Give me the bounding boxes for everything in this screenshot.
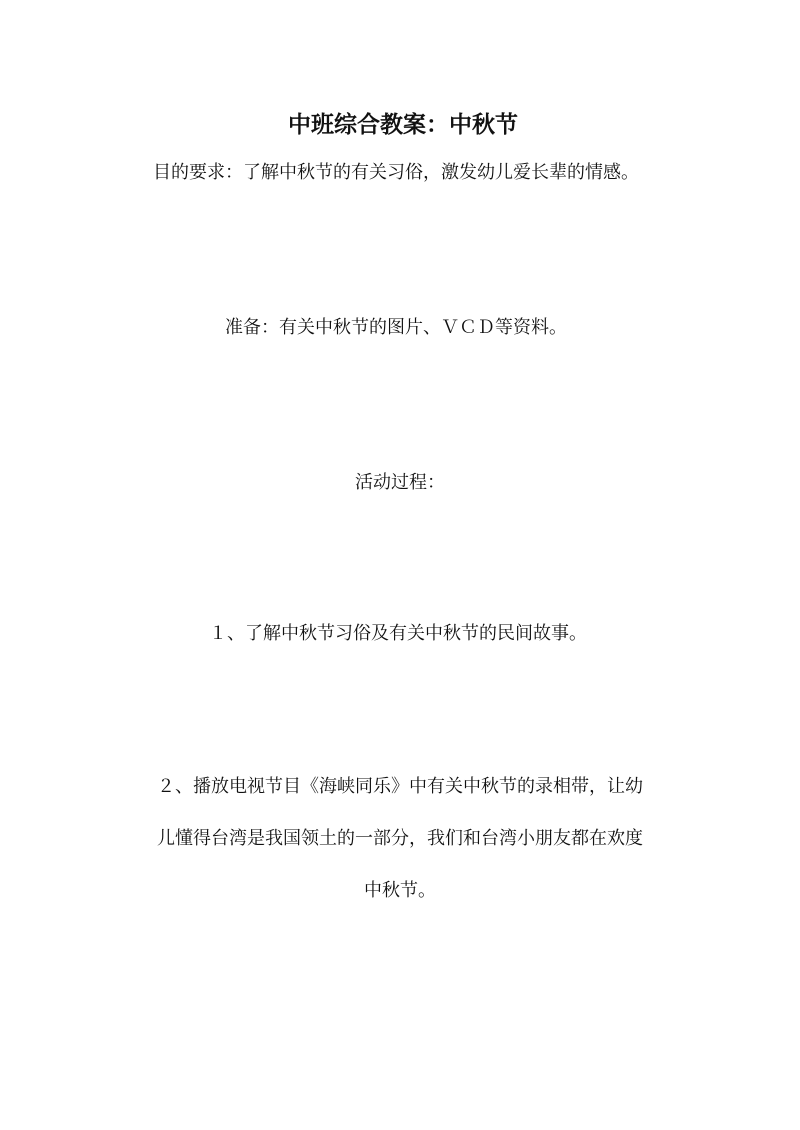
step-2-line: 中秋节。 [364,880,436,901]
goal-paragraph: 目的要求：了解中秋节的有关习俗，激发幼儿爱长辈的情感。 [153,162,639,183]
step-2-line: ２、播放电视节目《海峡同乐》中有关中秋节的录相带，让幼 [157,776,643,797]
step-2-line: 儿懂得台湾是我国领土的一部分，我们和台湾小朋友都在欢度 [157,828,643,849]
document-title: 中班综合教案：中秋节 [288,111,518,138]
process-heading: 活动过程： [355,472,445,493]
step-1-paragraph: １、了解中秋节习俗及有关中秋节的民间故事。 [209,623,587,644]
step-2-paragraph [0,775,800,903]
preparation-paragraph: 准备：有关中秋节的图片、ＶＣＤ等资料。 [225,317,567,338]
